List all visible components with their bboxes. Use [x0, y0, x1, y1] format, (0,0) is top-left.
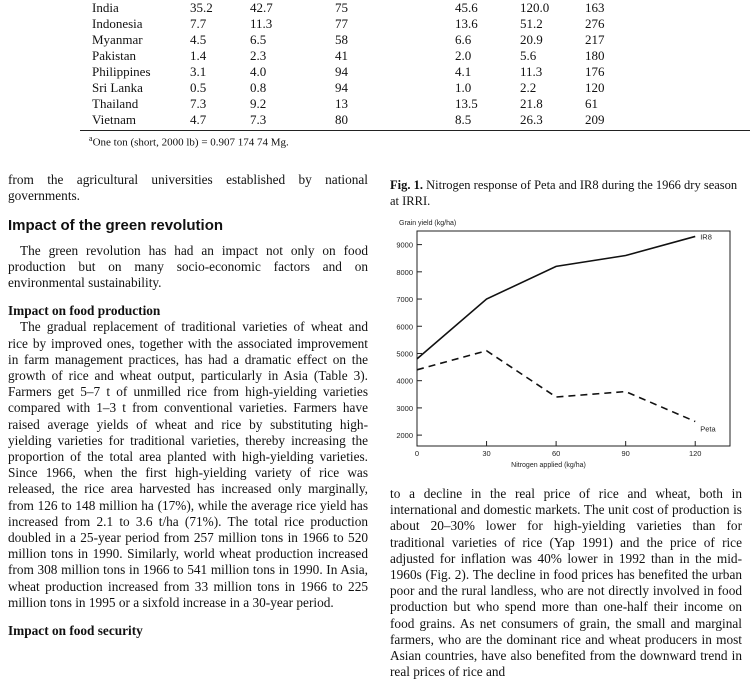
- table-row: [80, 80, 740, 96]
- value-cell: 6.6: [455, 32, 472, 47]
- intro-paragraph: from the agricultural universities established by national governments.: [8, 172, 368, 204]
- value-cell: 120: [585, 80, 605, 95]
- subheading: Impact on food production: [8, 303, 161, 319]
- value-cell: 2.3: [250, 48, 267, 63]
- value-cell: 6.5: [250, 32, 267, 47]
- x-tick-label: 60: [551, 449, 561, 458]
- value-cell: 42.7: [250, 0, 273, 15]
- value-cell: 94: [335, 64, 348, 79]
- value-cell: 4.5: [190, 32, 207, 47]
- y-tick-label: 3000: [396, 403, 413, 413]
- value-cell: 7.3: [250, 112, 267, 127]
- value-cell: 51.2: [520, 16, 543, 31]
- value-cell: 45.6: [455, 0, 478, 15]
- series-label: IR8: [700, 232, 712, 242]
- data-table: [80, 0, 740, 128]
- value-cell: 4.1: [455, 64, 472, 79]
- value-cell: 2.0: [455, 48, 472, 63]
- value-cell: 4.0: [250, 64, 267, 79]
- value-cell: 21.8: [520, 96, 543, 111]
- table-row: [80, 32, 740, 48]
- value-cell: 1.4: [190, 48, 207, 63]
- value-cell: 276: [585, 16, 605, 31]
- x-tick-label: 0: [414, 449, 420, 458]
- value-cell: 11.3: [520, 64, 543, 79]
- value-cell: 8.5: [455, 112, 472, 127]
- value-cell: 75: [335, 0, 348, 15]
- series-line-ir8: [417, 236, 695, 358]
- y-tick-label: 8000: [396, 267, 413, 277]
- left-column: [8, 172, 368, 639]
- value-cell: 120.0: [520, 0, 550, 15]
- value-cell: 80: [335, 112, 348, 127]
- x-tick-label: 30: [482, 449, 491, 458]
- value-cell: 180: [585, 48, 605, 63]
- country-cell: Sri Lanka: [92, 80, 143, 95]
- x-tick-label: 120: [688, 449, 702, 458]
- value-cell: 13.6: [455, 16, 478, 31]
- paragraph: to a decline in the real price of rice and wheat, both in international and domestic markets. The unit cost of production is about 20–30% lower for high-yielding varieties than for traditional varieties of rice (Yap 1991) and the price of rice adjusted for inflation was 40% lower in 1992 than in the mid-1960s (Fig. 2). The decline in food prices has benefited the urban poor and the rural landless, who are not directly involved in food production but who spend more than one-half their income on food grains. As net consumers of grain, the small and marginal farmers, who are the dominant rice and wheat producers in most Asian countries, have also benefited from the downward trend in real prices of rice and: [390, 486, 742, 680]
- country-cell: Thailand: [92, 96, 139, 111]
- y-tick-label: 5000: [396, 349, 413, 359]
- value-cell: 4.7: [190, 112, 207, 127]
- value-cell: 0.8: [250, 80, 267, 95]
- figure-caption: Fig. 1. Nitrogen response of Peta and IR8 during the 1966 dry season at IRRI.: [390, 178, 738, 208]
- y-axis-label: Grain yield (kg/ha): [399, 220, 457, 227]
- x-axis-label: Nitrogen applied (kg/ha): [511, 462, 586, 469]
- table-row: [80, 48, 740, 64]
- value-cell: 9.2: [250, 96, 267, 111]
- value-cell: 0.5: [190, 80, 207, 95]
- series-label: Peta: [700, 424, 716, 434]
- paragraph: The gradual replacement of traditional varieties of wheat and rice by improved ones, together with the associated improvement in farm management practices, has had a dramatic effect on the growth of rice and wheat output, particularly in Asia (Table 3). Farmers get 5–7 t of unmilled rice from high-yielding varieties compared with 1–3 t from conventional varieties. Farmers have raised average yields of wheat and rice by substituting high-yielding varieties for traditional varieties, thereby increasing the proportion of the total area planted with high-yielding varieties. Since 1966, when the first high-yielding variety of rice was released, the rice area harvested has increased only marginally, from 126 to 148 million ha (17%), while the average rice yield has increased from 2.1 to 3.6 t/ha (71%). The total rice production doubled in a 25-year period from 257 million tons in 1966 to 520 million tons in 1990. Similarly, world wheat production increased from 308 million tons in 1966 to 541 million tons in 1990. In Asia, wheat production increased from 33 million tons in 1966 to 225 million tons in 1995 or a sixfold increase in a 30-year period.: [8, 319, 368, 610]
- subheading: Impact on food security: [8, 623, 143, 639]
- table-row: [80, 112, 740, 128]
- table-rule: [80, 130, 750, 131]
- value-cell: 41: [335, 48, 348, 63]
- country-cell: Philippines: [92, 64, 151, 79]
- country-cell: Myanmar: [92, 32, 143, 47]
- value-cell: 176: [585, 64, 605, 79]
- value-cell: 5.6: [520, 48, 537, 63]
- value-cell: 13.5: [455, 96, 478, 111]
- section-heading: Impact of the green revolution: [8, 217, 224, 235]
- country-cell: India: [92, 0, 119, 15]
- value-cell: 58: [335, 32, 348, 47]
- table-row: [80, 16, 740, 32]
- value-cell: 94: [335, 80, 348, 95]
- value-cell: 209: [585, 112, 605, 127]
- table-row: [80, 0, 740, 16]
- country-cell: Indonesia: [92, 16, 143, 31]
- value-cell: 7.3: [190, 96, 207, 111]
- series-line-peta: [417, 351, 695, 422]
- y-tick-label: 6000: [396, 322, 413, 332]
- country-cell: Pakistan: [92, 48, 137, 63]
- value-cell: 61: [585, 96, 598, 111]
- x-tick-label: 90: [621, 449, 630, 458]
- table-footnote: $^a$One ton (short, 2000 lb) = 0.907 174 74 Mg.: [89, 134, 289, 149]
- y-tick-label: 9000: [396, 240, 413, 250]
- value-cell: 26.3: [520, 112, 543, 127]
- value-cell: 2.2: [520, 80, 537, 95]
- y-tick-label: 7000: [396, 295, 413, 305]
- table-row: [80, 96, 740, 112]
- value-cell: 7.7: [190, 16, 207, 31]
- value-cell: 1.0: [455, 80, 472, 95]
- y-tick-label: 4000: [396, 376, 413, 386]
- value-cell: 20.9: [520, 32, 543, 47]
- country-cell: Vietnam: [92, 112, 136, 127]
- value-cell: 35.2: [190, 0, 213, 15]
- value-cell: 13: [335, 96, 348, 111]
- right-column: [390, 486, 742, 680]
- value-cell: 77: [335, 16, 348, 31]
- value-cell: 163: [585, 0, 605, 15]
- value-cell: 217: [585, 32, 605, 47]
- paragraph: The green revolution has had an impact not only on food production but on many socio-economic factors and on environmental sustainability.: [8, 242, 368, 291]
- y-tick-label: 2000: [396, 431, 413, 441]
- value-cell: 11.3: [250, 16, 273, 31]
- value-cell: 3.1: [190, 64, 207, 79]
- table-row: [80, 64, 740, 80]
- nitrogen-response-chart: [380, 213, 740, 475]
